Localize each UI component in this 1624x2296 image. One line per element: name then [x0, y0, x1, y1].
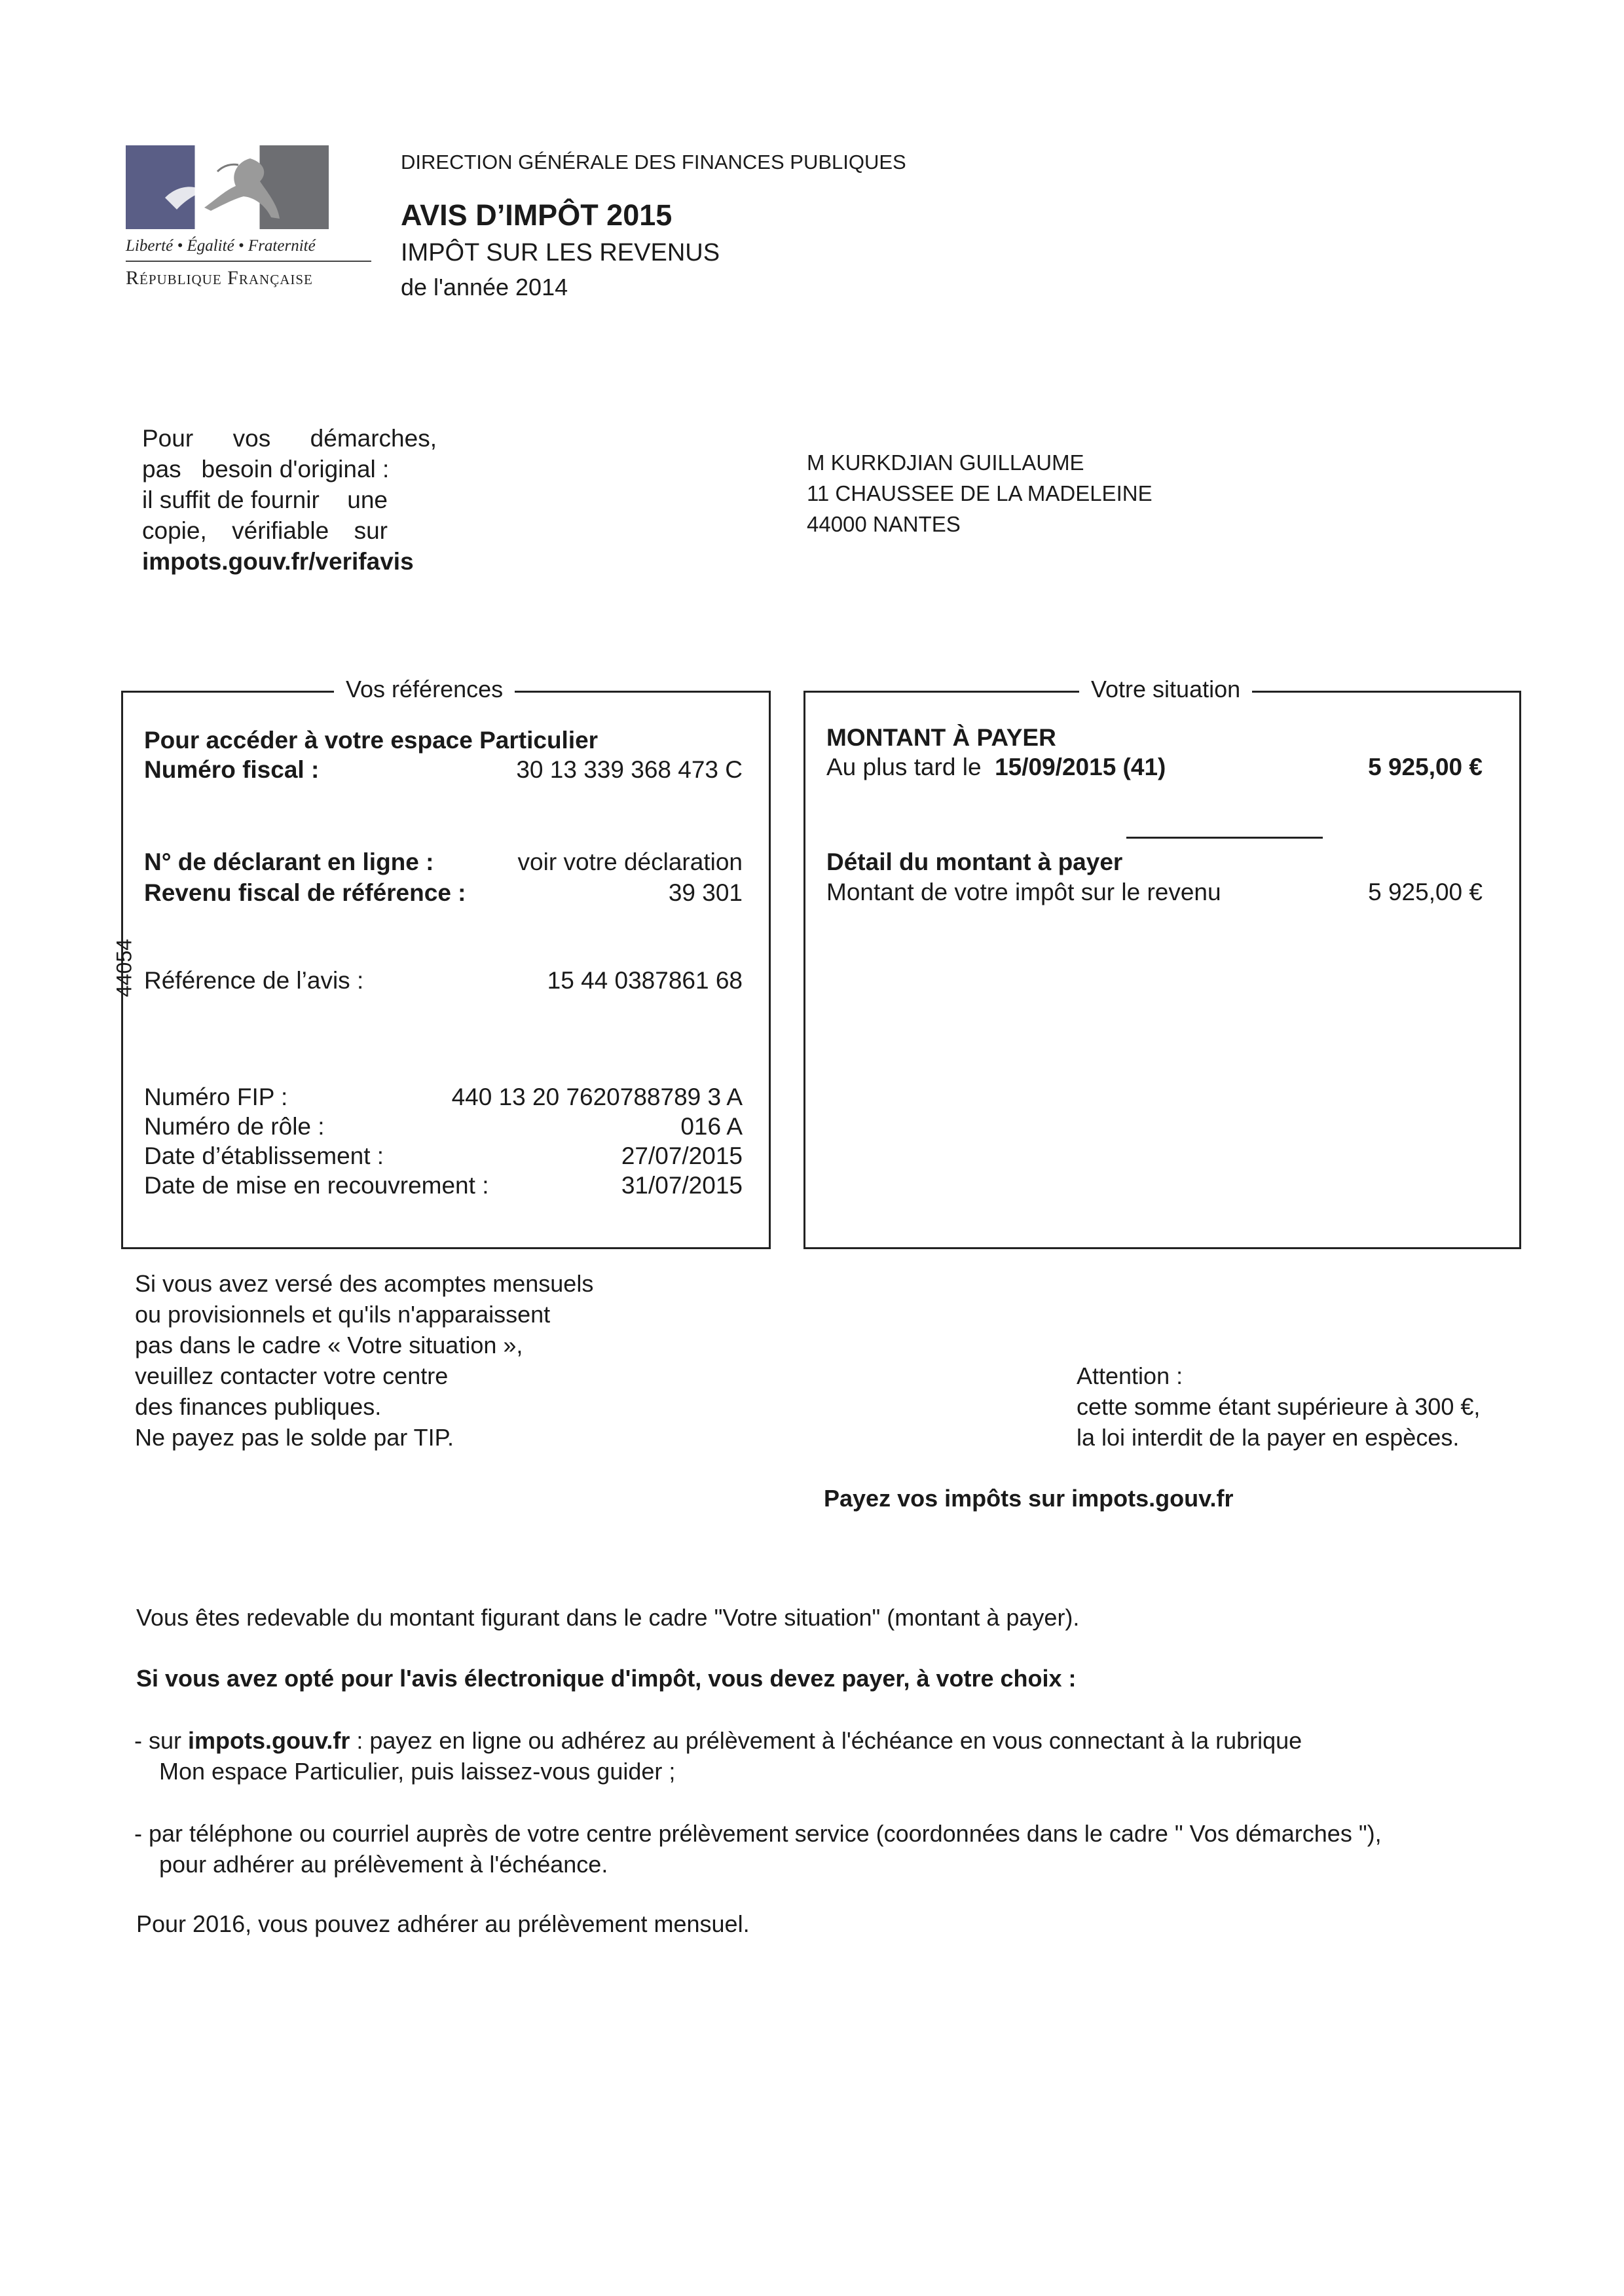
marianne-logo-icon: [126, 145, 329, 229]
page-title: AVIS D’IMPÔT 2015: [401, 198, 673, 232]
montant-title: MONTANT À PAYER: [826, 724, 1056, 751]
attention-line: Attention :: [1077, 1362, 1183, 1389]
bullet-text: : payez en ligne ou adhérez au prélèvement à l'échéance en vous connectant à la rubrique: [350, 1727, 1302, 1754]
deadline-value: 15/09/2015 (41): [995, 754, 1166, 780]
recipient-address: [807, 447, 1153, 539]
detail-label: Montant de votre impôt sur le revenu: [826, 879, 1221, 905]
numero-fiscal-label: Numéro fiscal :: [144, 756, 320, 783]
side-code: 44054: [112, 939, 136, 997]
acomptes-line: ou provisionnels et qu'ils n'apparaissent: [135, 1301, 551, 1328]
tax-year: de l'année 2014: [401, 274, 568, 301]
situation-legend: Votre situation: [1079, 676, 1252, 703]
detail-row: [826, 879, 1483, 906]
notice-word: démarches,: [310, 425, 437, 452]
fip-row: [144, 1084, 743, 1111]
situation-box: [803, 676, 1521, 1249]
notice-word: une: [347, 486, 388, 513]
recouvrement-label: Date de mise en recouvrement :: [144, 1172, 489, 1199]
recipient-name: M KURKDJIAN GUILLAUME: [807, 450, 1084, 475]
notice-word: vos: [232, 425, 271, 452]
impots-link[interactable]: impots.gouv.fr: [188, 1727, 350, 1754]
role-label: Numéro de rôle :: [144, 1113, 325, 1140]
notice-word: besoin d'original :: [201, 456, 390, 483]
notice-word: sur: [354, 517, 388, 544]
montant-title-row: [826, 724, 1493, 752]
issuer-direction: DIRECTION GÉNÉRALE DES FINANCES PUBLIQUES: [401, 151, 906, 173]
numero-fiscal-value: 30 13 339 368 473 C: [516, 756, 743, 783]
declarant-row: [144, 848, 743, 876]
bullet-text: pour adhérer au prélèvement à l'échéance.: [159, 1851, 608, 1878]
etablissement-value: 27/07/2015: [621, 1142, 743, 1169]
recipient-city: 44000 NANTES: [807, 512, 961, 536]
acomptes-line: veuillez contacter votre centre: [135, 1362, 449, 1389]
deadline-label: Au plus tard le: [826, 754, 982, 780]
notice-word: copie,: [142, 517, 207, 544]
bullet-phone: [134, 1818, 1382, 1880]
revenu-row: [144, 879, 743, 907]
situation-divider: [1126, 837, 1323, 839]
deadline-row: [826, 754, 1483, 781]
detail-title: Détail du montant à payer: [826, 848, 1123, 875]
references-box: [121, 676, 771, 1249]
acomptes-line: Ne payez pas le solde par TIP.: [135, 1424, 454, 1451]
numero-fiscal-row: [144, 756, 743, 784]
republic-motto: Liberté • Égalité • Fraternité: [126, 237, 316, 255]
notice-word: il suffit de fournir: [142, 486, 320, 513]
declarant-label: N° de déclarant en ligne :: [144, 848, 434, 875]
bullet-text: Mon espace Particulier, puis laissez-vous guider ;: [159, 1758, 676, 1785]
verification-notice: [142, 423, 437, 577]
redevable-paragraph: Vous êtes redevable du montant figurant dans le cadre "Votre situation" (montant à payer).: [136, 1604, 1080, 1631]
attention-notice: [1077, 1360, 1480, 1453]
logo-divider: [126, 261, 371, 262]
notice-word: pas: [142, 456, 181, 483]
etablissement-row: [144, 1142, 743, 1170]
role-row: [144, 1113, 743, 1140]
bullet-text: - par téléphone ou courriel auprès de votre centre prélèvement service (coordonnées dans le cadre " Vos démarches "),: [134, 1820, 1382, 1847]
recouvrement-value: 31/07/2015: [621, 1172, 743, 1199]
revenu-label: Revenu fiscal de référence :: [144, 879, 466, 906]
page-subtitle: IMPÔT SUR LES REVENUS: [401, 239, 720, 266]
verifavis-link[interactable]: impots.gouv.fr/verifavis: [142, 548, 414, 575]
detail-value: 5 925,00 €: [1368, 879, 1483, 905]
montant-value: 5 925,00 €: [1368, 754, 1483, 780]
opte-paragraph: Si vous avez opté pour l'avis électronique d'impôt, vous devez payer, à votre choix :: [136, 1665, 1077, 1692]
attention-line: cette somme étant supérieure à 300 €,: [1077, 1393, 1481, 1420]
references-legend: Vos références: [334, 676, 515, 703]
espace-particulier-label: [144, 727, 743, 754]
reference-avis-row: [144, 967, 743, 994]
notice-word: vérifiable: [232, 517, 329, 544]
acomptes-notice: [135, 1268, 593, 1453]
acomptes-line: pas dans le cadre « Votre situation »,: [135, 1332, 523, 1358]
recouvrement-row: [144, 1172, 743, 1199]
acomptes-line: Si vous avez versé des acomptes mensuels: [135, 1270, 594, 1297]
final-paragraph: Pour 2016, vous pouvez adhérer au prélèvement mensuel.: [136, 1910, 750, 1937]
revenu-value: 39 301: [668, 879, 743, 906]
bullet-prefix: - sur: [134, 1727, 189, 1754]
fip-value: 440 13 20 7620788789 3 A: [451, 1084, 743, 1110]
reference-avis-label: Référence de l’avis :: [144, 967, 364, 994]
republic-name: République Française: [126, 267, 313, 289]
role-value: 016 A: [680, 1113, 743, 1140]
fip-label: Numéro FIP :: [144, 1084, 288, 1110]
notice-word: Pour: [142, 425, 194, 452]
acomptes-line: des finances publiques.: [135, 1393, 382, 1420]
declarant-value: voir votre déclaration: [517, 848, 743, 875]
pay-online-link[interactable]: Payez vos impôts sur impots.gouv.fr: [824, 1485, 1234, 1512]
etablissement-label: Date d’établissement :: [144, 1142, 384, 1169]
bullet-online: [134, 1725, 1302, 1787]
recipient-street: 11 CHAUSSEE DE LA MADELEINE: [807, 481, 1153, 505]
attention-line: la loi interdit de la payer en espèces.: [1077, 1424, 1460, 1451]
reference-avis-value: 15 44 0387861 68: [547, 967, 743, 994]
espace-label: Pour accéder à votre espace Particulier: [144, 727, 599, 754]
detail-title-row: [826, 848, 1493, 876]
